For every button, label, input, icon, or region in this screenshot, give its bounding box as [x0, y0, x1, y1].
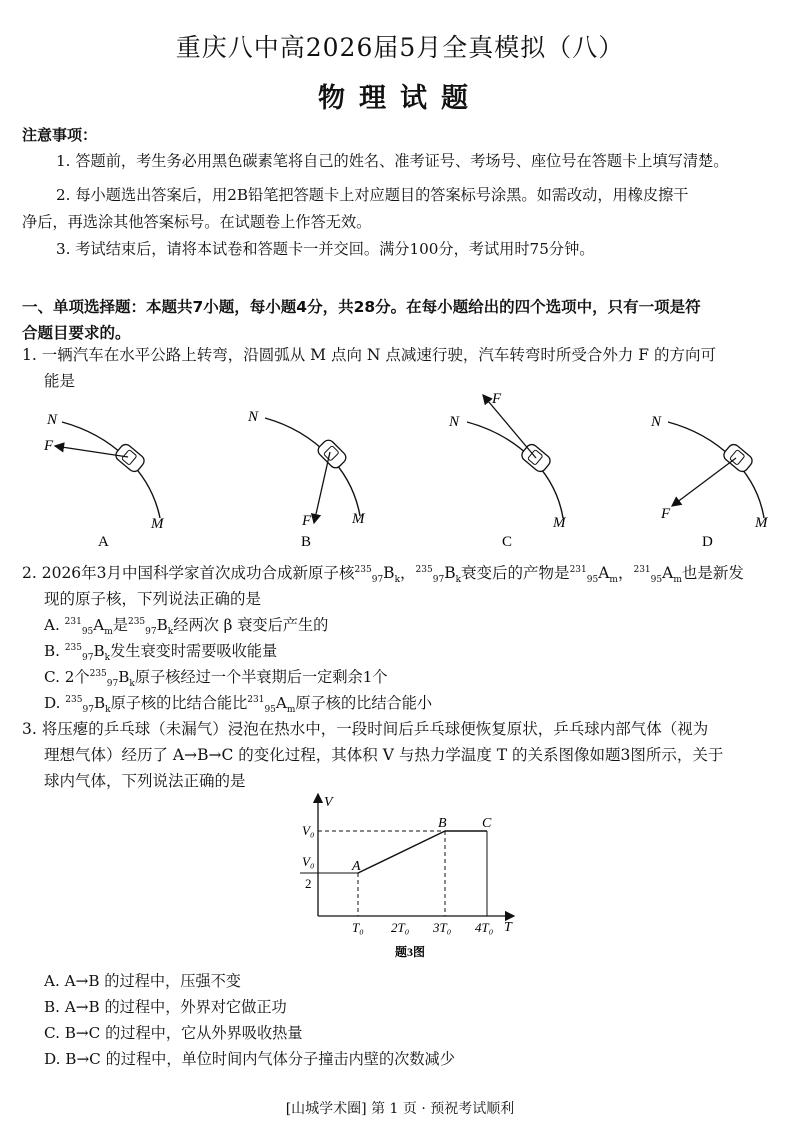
nuclide-a-sym: A — [662, 564, 674, 582]
notice-item-2: 2. 每小题选出答案后，用2B铅笔把答题卡上对应题目的答案标号涂黑。如需改动，用橡皮擦干 — [56, 186, 689, 204]
nuclide-a-sub: m — [286, 705, 296, 716]
q1-diagram-d — [650, 414, 769, 550]
q3-option-a: A. A→B 的过程中，压强不变 — [44, 972, 241, 990]
q3-option-c: C. B→C 的过程中，它从外界吸收热量 — [44, 1024, 303, 1042]
point-c: C — [482, 816, 492, 831]
arc-b — [265, 418, 360, 516]
nuclide-b-z: 97 — [82, 705, 94, 716]
nuclide-a-mass: 231 — [569, 564, 587, 575]
label-d-f: F — [661, 506, 671, 522]
nuclide-b-z: 97 — [106, 679, 119, 690]
q3-stem-line3: 球内气体，下列说法正确的是 — [44, 772, 246, 790]
nuclide-a — [247, 690, 295, 716]
q1-diagram-c — [448, 391, 567, 550]
nuclide-b-z: 97 — [432, 575, 445, 586]
nuclide-a-z: 95 — [81, 627, 94, 638]
q2-option-c-text: 原子核经过一个半衰期后一定剩余1个 — [134, 668, 388, 686]
label-b-n: N — [248, 409, 259, 425]
q2-option-d-prefix: D. — [44, 694, 66, 712]
nuclide-b-mass: 235 — [89, 668, 107, 679]
q3-stem-line1: 3. 将压瘪的乒乓球（未漏气）浸泡在热水中，一段时间后乒乓球便恢复原状，乒乓球内部气体（视为 — [22, 720, 709, 738]
q2-stem-line2: 现的原子核，下列说法正确的是 — [44, 590, 262, 608]
force-b-arrow — [314, 452, 330, 523]
q1-diagrams — [0, 390, 800, 555]
page-footer: [山城学术圈] 第 1 页 · 预祝考试顺利 — [285, 1101, 515, 1117]
point-a: A — [352, 859, 361, 874]
section-heading-line1: 一、单项选择题：本题共7小题，每小题4分，共28分。在每小题给出的四个选项中，只有一项是符 — [22, 298, 701, 316]
nuclide-b-sym: B — [118, 668, 130, 686]
force-c-arrow — [483, 395, 536, 458]
label-b-option: B — [301, 534, 312, 550]
label-b-m: M — [352, 511, 365, 527]
label-d-option: D — [702, 534, 713, 550]
q2-option-b-text: 发生衰变时需要吸收能量 — [110, 642, 278, 660]
q1-stem-line2: 能是 — [44, 372, 76, 390]
nuclide-b-mass: 235 — [415, 564, 433, 575]
nuclide-a-z: 95 — [586, 575, 599, 586]
notice-item-1: 1. 答题前，考生务必用黑色碳素笔将自己的姓名、准考证号、考场号、座位号在答题卡上填写清楚。 — [56, 152, 729, 170]
q2-option-d-text: 原子核的比结合能小 — [295, 694, 433, 712]
car-a-icon — [113, 442, 146, 474]
nuclide-b-mass: 235 — [127, 616, 146, 627]
nuclide-b — [65, 690, 110, 716]
nuclide-b-sym: B — [93, 694, 106, 712]
nuclide-a-sym: A — [275, 694, 287, 712]
label-a-option: A — [98, 534, 109, 550]
nuclide-a-sym: A — [598, 564, 610, 582]
nuclide-a-sym: A — [93, 616, 105, 634]
car-d-icon — [721, 442, 754, 474]
q2-intro-a: 2. 2026年3月中国科学家首次成功合成新原子核 — [22, 564, 355, 582]
label-b-f: F — [302, 513, 312, 529]
nuclide-b-sym: B — [93, 642, 105, 660]
q2-option-b-prefix: B. — [44, 642, 65, 660]
q2-option-a-mid: 是 — [112, 616, 128, 634]
nuclide-b-sub: k — [394, 575, 401, 586]
nuclide-b-z: 97 — [145, 627, 157, 638]
arc-c — [467, 422, 563, 518]
q3-option-b: B. A→B 的过程中，外界对它做正功 — [44, 998, 287, 1016]
q2-option-c-prefix: C. 2个 — [44, 668, 90, 686]
nuclide-a-mass: 231 — [633, 564, 651, 575]
nuclide-b-sub: k — [167, 627, 174, 638]
nuclide-b-z: 97 — [82, 653, 94, 664]
label-c-m: M — [553, 515, 566, 531]
q2-intro-c: 也是新发 — [681, 564, 744, 582]
nuclide-a-sub: m — [673, 575, 682, 586]
q2-intro-b: 衰变后的产物是 — [461, 564, 570, 582]
tick-3t0: 3T₀ — [433, 920, 452, 935]
label-a-m: M — [151, 516, 164, 532]
nuclide-b-mass: 235 — [354, 564, 372, 575]
q1-diagram-a — [43, 412, 165, 550]
q1-stem-line1: 1. 一辆汽车在水平公路上转弯，沿圆弧从 M 点向 N 点减速行驶，汽车转弯时所受合外力 F 的方向可 — [22, 346, 716, 364]
v0-label: V₀ — [302, 823, 315, 838]
label-c-option: C — [502, 534, 513, 550]
nuclide-a — [65, 612, 113, 638]
car-b-icon — [316, 438, 349, 471]
nuclide-a — [570, 560, 618, 586]
section-heading — [22, 294, 782, 346]
nuclide-b-sym: B — [444, 564, 456, 582]
arc-a — [62, 422, 160, 518]
nuclide-b — [65, 638, 110, 664]
q2-stem-line1: 2. 2026年3月中国科学家首次成功合成新原子核$^{235}_{97}B_k$，$^{235}_{97}B_k$衰变后的产物是$^{231}_{95}A_m$，$^{231}_{95}A_m$也是新发 — [22, 560, 744, 586]
process-ab — [358, 831, 445, 873]
subject-title: 物理试题 — [318, 83, 482, 114]
q2-option-c — [44, 664, 388, 690]
nuclide-a — [633, 560, 681, 586]
q2-option-d-mid: 原子核的比结合能比 — [110, 694, 248, 712]
nuclide-a-sub: m — [104, 627, 113, 638]
half-v0-den: 2 — [305, 876, 312, 891]
page-title: 重庆八中高2026届5月全真模拟（八） — [175, 33, 625, 62]
label-c-f: F — [492, 391, 502, 407]
v-axis-label: V — [324, 795, 333, 810]
nuclide-b-z: 97 — [371, 575, 384, 586]
nuclide-a-z: 95 — [264, 705, 276, 716]
nuclide-b-mass: 235 — [65, 694, 83, 705]
nuclide-b — [128, 612, 173, 638]
label-c-n: N — [449, 414, 460, 430]
q2-option-d — [44, 690, 432, 716]
t-axis-label: T — [504, 920, 512, 935]
q3-figure — [280, 790, 530, 970]
q2-option-a-prefix: A. — [44, 616, 65, 634]
q2-option-a-text: 经两次 β 衰变后产生的 — [173, 616, 329, 634]
nuclide-b-sub: k — [455, 575, 462, 586]
q3-option-d: D. B→C 的过程中，单位时间内气体分子撞击内壁的次数减少 — [44, 1050, 455, 1068]
section-heading-line2: 合题目要求的。 — [22, 324, 131, 342]
nuclide-b-sym: B — [156, 616, 168, 634]
q2-option-b — [44, 638, 277, 664]
label-a-n: N — [47, 412, 58, 428]
label-a-f: F — [44, 438, 54, 454]
notice-item-3: 3. 考试结束后，请将本试卷和答题卡一并交回。满分100分，考试用时75分钟。 — [56, 240, 595, 258]
nuclide-a-sub: m — [609, 575, 618, 586]
nuclide-b — [416, 560, 462, 586]
nuclide-b-sub: k — [104, 653, 111, 664]
arc-d — [668, 422, 764, 518]
notice-heading: 注意事项： — [22, 126, 98, 144]
nuclide-a-mass: 231 — [247, 694, 265, 705]
nuclide-a-z: 95 — [650, 575, 663, 586]
nuclide-b-mass: 235 — [64, 642, 83, 653]
tick-2t0: 2T₀ — [391, 920, 410, 935]
tick-4t0: 4T₀ — [475, 920, 494, 935]
nuclide-a-mass: 231 — [64, 616, 82, 627]
nuclide-b-sub: k — [105, 705, 111, 716]
point-b: B — [438, 816, 447, 831]
q2-option-a — [44, 612, 328, 638]
nuclide-b — [355, 560, 401, 586]
label-d-n: N — [651, 414, 662, 430]
nuclide-b — [90, 664, 135, 690]
half-v0-num: V₀ — [302, 854, 315, 869]
q3-stem-line2: 理想气体）经历了 A→B→C 的变化过程，其体积 V 与热力学温度 T 的关系图像如题3图所示，关于 — [44, 746, 724, 764]
q1-diagram-b — [247, 409, 366, 550]
notice-item-2-cont: 净后，再选涂其他答案标号。在试题卷上作答无效。 — [22, 213, 372, 231]
nuclide-b-sym: B — [383, 564, 395, 582]
nuclide-b-sub: k — [129, 679, 135, 690]
label-d-m: M — [755, 515, 768, 531]
figure-caption: 题3图 — [395, 945, 426, 959]
force-d-arrow — [672, 458, 736, 506]
tick-t0: T₀ — [352, 920, 364, 935]
